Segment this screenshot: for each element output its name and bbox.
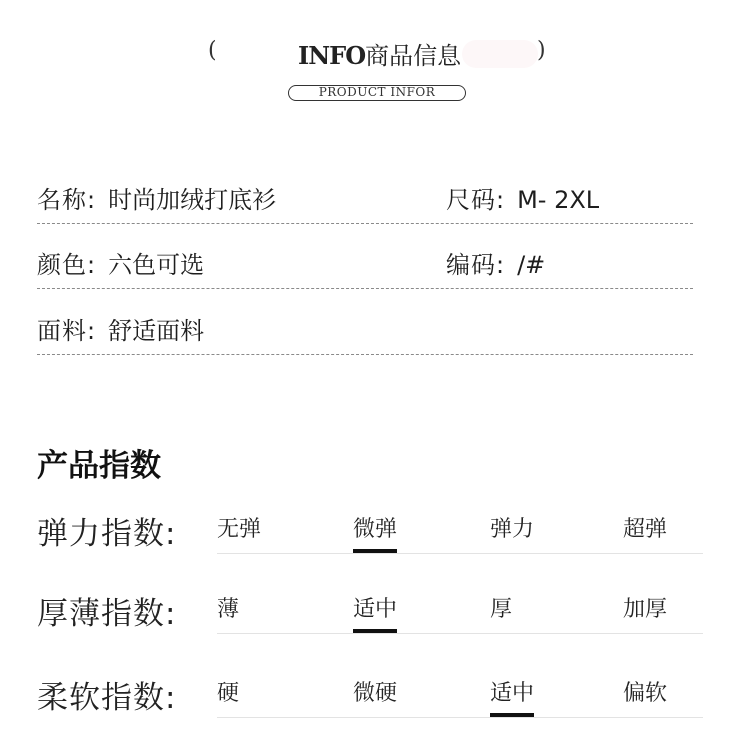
code-label: 编码: — [446, 251, 506, 279]
index-option — [623, 512, 667, 554]
index-option-label: 微硬 — [353, 681, 398, 706]
index-option — [623, 592, 667, 634]
index-label: 厚薄指数: — [37, 596, 177, 632]
index-option-label: 弹力 — [490, 517, 535, 542]
name-value: 时尚加绒打底衫 — [108, 186, 277, 214]
info-row-color-code — [37, 245, 693, 289]
color-label: 颜色: — [37, 251, 97, 279]
color-value: 六色可选 — [108, 251, 205, 279]
info-row-name-size — [37, 180, 693, 224]
fabric-label: 面料: — [37, 317, 97, 345]
index-label: 柔软指数: — [37, 680, 177, 716]
fabric-value: 舒适面料 — [108, 317, 205, 345]
index-option — [353, 512, 397, 554]
name-cell — [37, 180, 276, 215]
index-options — [217, 512, 707, 556]
index-row-softness — [37, 672, 677, 732]
title-english: INFO — [298, 41, 366, 70]
code-value: /# — [517, 251, 546, 279]
dashed-divider — [37, 288, 693, 289]
index-option — [353, 592, 397, 634]
right-parenthesis: ) — [537, 38, 546, 63]
index-option-label: 微弹 — [353, 517, 398, 542]
index-option — [490, 676, 534, 718]
index-option — [490, 592, 512, 634]
section-title: 产品指数 — [37, 448, 161, 484]
title-chinese: 商品信息 — [365, 42, 462, 70]
index-option-label: 偏软 — [623, 681, 668, 706]
index-option — [217, 592, 239, 634]
index-baseline — [217, 717, 703, 718]
subtitle-badge: PRODUCT INFOR — [288, 85, 466, 101]
fabric-cell — [37, 311, 204, 346]
page-title — [298, 36, 461, 71]
size-label: 尺码: — [446, 186, 506, 214]
size-cell — [446, 180, 599, 215]
index-option-label: 薄 — [217, 597, 240, 622]
index-option-label: 适中 — [490, 681, 535, 706]
index-row-elasticity — [37, 508, 677, 568]
index-baseline — [217, 633, 703, 634]
index-option-label: 适中 — [353, 597, 398, 622]
name-label: 名称: — [37, 186, 97, 214]
color-cell — [37, 245, 204, 280]
decorative-smudge — [462, 40, 538, 68]
index-option — [623, 676, 667, 718]
index-option-label: 加厚 — [623, 597, 668, 622]
index-row-thickness — [37, 588, 677, 648]
size-value: M- 2XL — [517, 186, 600, 214]
index-option-label: 厚 — [490, 597, 513, 622]
index-option-label: 无弹 — [217, 517, 262, 542]
dashed-divider — [37, 223, 693, 224]
index-option — [353, 676, 397, 718]
dashed-divider — [37, 354, 693, 355]
info-row-fabric — [37, 311, 693, 355]
index-option-label: 硬 — [217, 681, 240, 706]
left-parenthesis: ( — [208, 38, 217, 63]
index-option — [217, 676, 239, 718]
index-baseline — [217, 553, 703, 554]
index-option — [217, 512, 261, 554]
index-label: 弹力指数: — [37, 516, 177, 552]
code-cell — [446, 245, 545, 280]
index-option-label: 超弹 — [623, 517, 668, 542]
index-options — [217, 592, 707, 636]
index-option — [490, 512, 534, 554]
index-options — [217, 676, 707, 720]
